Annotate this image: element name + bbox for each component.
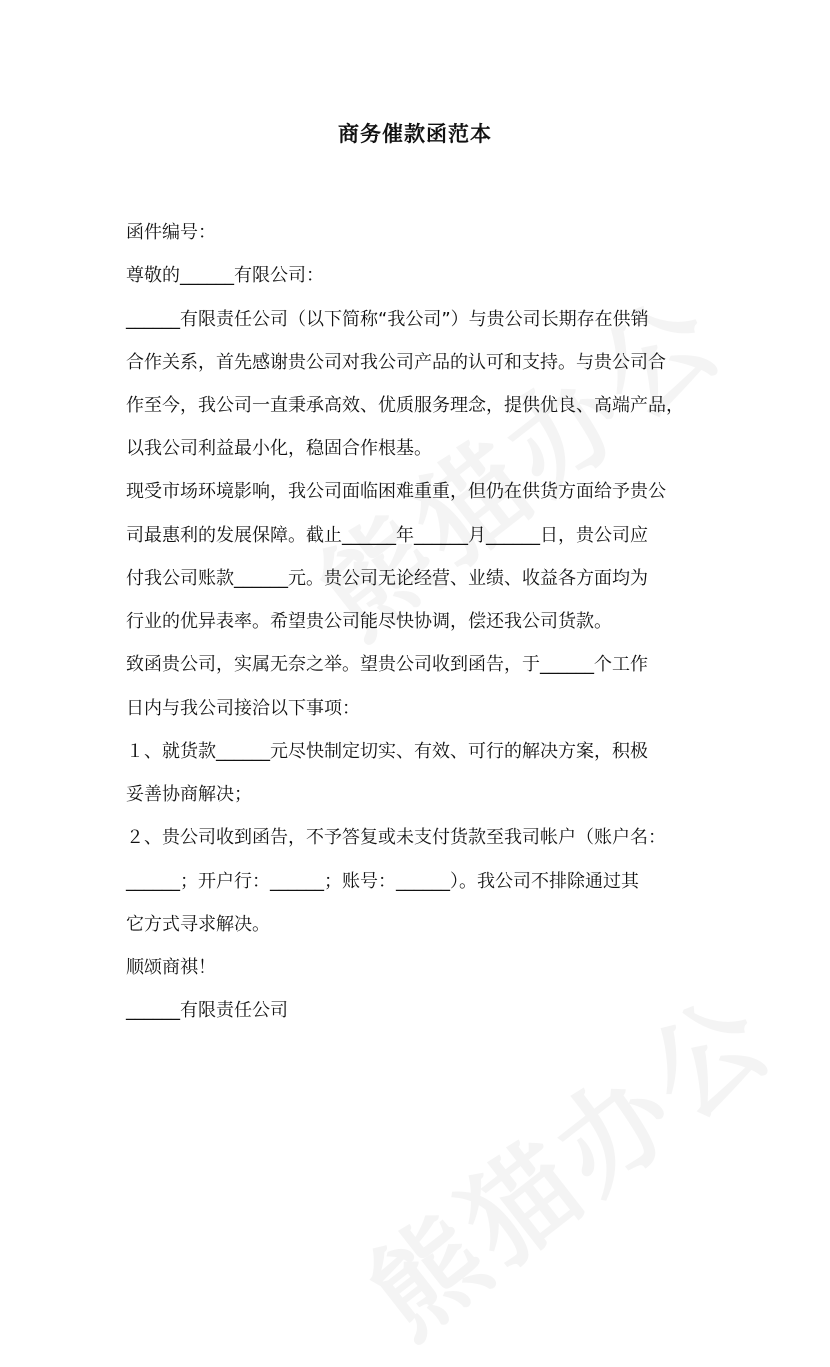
salutation-line: 尊敬的______有限公司： — [126, 265, 324, 286]
signature-line: ______有限责任公司 — [126, 1000, 288, 1021]
paragraph-line: 作至今，我公司一直秉承高效、优质服务理念，提供优良、高端产品， — [126, 395, 684, 416]
list-item-line: １、就货款______元尽快制定切实、有效、可行的解决方案，积极 — [126, 741, 648, 762]
paragraph-line: 付我公司账款______元。贵公司无论经营、业绩、收益各方面均为 — [126, 568, 648, 589]
closing-line: 顺颂商祺！ — [126, 957, 216, 978]
paragraph-line: 司最惠利的发展保障。截止______年______月______日，贵公司应 — [126, 525, 648, 546]
list-item-line: 它方式寻求解决。 — [126, 914, 270, 935]
list-item-line: ２、贵公司收到函告，不予答复或未支付货款至我司帐户（账户名： — [126, 827, 666, 848]
watermark — [331, 951, 800, 1366]
list-item-line: ______；开户行：______；账号：______）。我公司不排除通过其 — [126, 871, 639, 892]
paragraph-line: 致函贵公司，实属无奈之举。望贵公司收到函告，于______个工作 — [126, 654, 648, 675]
paragraph-line: 以我公司利益最小化，稳固合作根基。 — [126, 438, 432, 459]
paragraph-line: ______有限责任公司（以下简称“我公司”）与贵公司长期存在供销 — [126, 309, 649, 330]
document-title: 商务催款函范本 — [338, 122, 492, 146]
letter-number-line: 函件编号： — [126, 222, 216, 243]
list-item-line: 妥善协商解决； — [126, 784, 252, 805]
paragraph-line: 行业的优异表率。希望贵公司能尽快协调，偿还我公司货款。 — [126, 611, 612, 632]
paragraph-line: 日内与我公司接洽以下事项： — [126, 698, 360, 719]
paragraph-line: 现受市场环境影响，我公司面临困难重重，但仍在供货方面给予贵公 — [126, 481, 666, 502]
paragraph-line: 合作关系，首先感谢贵公司对我公司产品的认可和支持。与贵公司合 — [126, 352, 666, 373]
